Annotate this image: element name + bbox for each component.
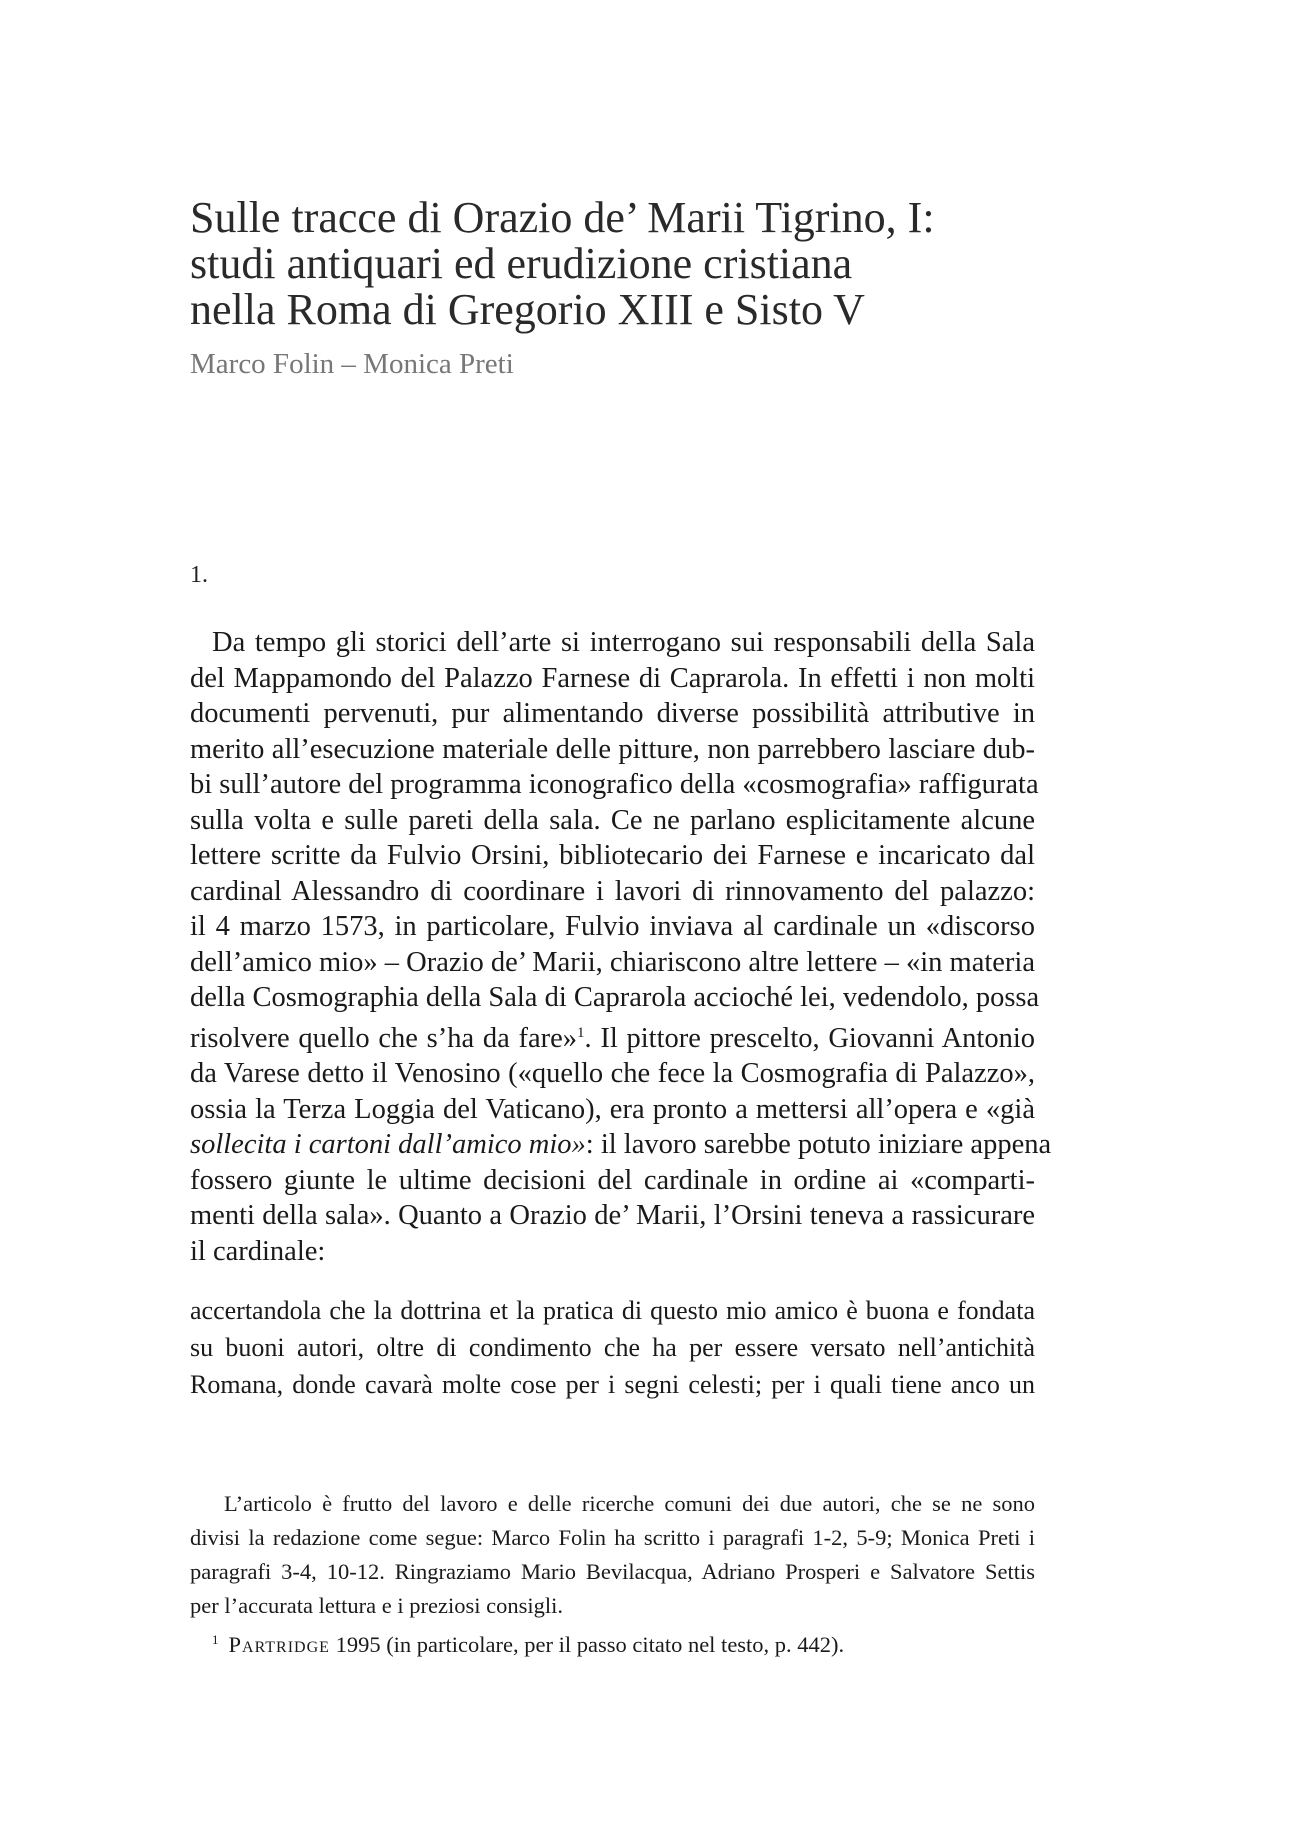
body-line: il cardinale:: [190, 1235, 326, 1267]
body-line: [190, 1127, 1052, 1163]
title-line: studi antiquari ed erudizione cristiana: [190, 239, 853, 288]
body-line: [190, 1016, 1035, 1057]
body-line: menti della sala». Quanto a Orazio de’ Marii, l’Orsini teneva a rassicurare: [190, 1200, 1035, 1231]
body-line: lettere scritte da Fulvio Orsini, bibliotecario dei Farnese e incaricato dal: [190, 840, 1035, 871]
body-line: da Varese detto il Venosino («quello che fece la Cosmografia di Palazzo»,: [190, 1058, 1035, 1089]
quote-line: su buoni autori, oltre di condimento che ha per essere versato nell’antichità: [190, 1333, 1035, 1362]
body-line-text: : il lavoro sarebbe potuto iniziare appena: [585, 1129, 1052, 1160]
body-line: sulla volta e sulle pareti della sala. Ce ne parlano esplicitamente alcune: [190, 804, 1035, 836]
body-line: il 4 marzo 1573, in particolare, Fulvio inviava al cardinale un «discorso: [190, 911, 1035, 942]
section-number: 1.: [190, 562, 208, 588]
body-line: del Mappamondo del Palazzo Farnese di Caprarola. In effetti i non molti: [190, 662, 1035, 694]
footnote-marker: 1: [212, 1632, 219, 1647]
body-text: [190, 625, 1052, 1269]
footnotes: [190, 1487, 1035, 1662]
footnote-1: [190, 1623, 1035, 1662]
article-title: [190, 195, 1035, 333]
note-line: per l’accurata lettura e i preziosi consigli.: [190, 1593, 563, 1618]
note-line: divisi la redazione come segue: Marco Folin ha scritto i paragrafi 1-2, 5-9; Monica Preti i: [190, 1525, 1035, 1550]
body-line-text: . Il pittore prescelto, Giovanni Antonio: [584, 1022, 1035, 1054]
block-quote: [190, 1292, 1035, 1403]
footnote-text: 1995 (in particolare, per il passo citato nel testo, p. 442).: [329, 1632, 845, 1657]
note-line: paragrafi 3-4, 10-12. Ringraziamo Mario Bevilacqua, Adriano Prosperi e Salvatore Settis: [190, 1559, 1035, 1584]
body-line: ossia la Terza Loggia del Vaticano), era pronto a mettersi all’opera e «già: [190, 1093, 1035, 1125]
body-line: Da tempo gli storici dell’arte si interrogano sui responsabili della Sala: [212, 627, 1035, 658]
quote-line: accertandola che la dottrina et la pratica di questo mio amico è buona e fondata: [190, 1296, 1035, 1325]
title-line: Sulle tracce di Orazio de’ Marii Tigrino, I:: [190, 193, 935, 242]
body-line-text: risolvere quello che s’ha da fare»: [190, 1022, 578, 1054]
body-line: documenti pervenuti, pur alimentando diverse possibilità attributive in: [190, 698, 1035, 729]
body-line: fossero giunte le ultime decisioni del cardinale in ordine ai «comparti-: [190, 1164, 1035, 1196]
italic-quotation: sollecita i cartoni dall’amico mio»: [190, 1129, 586, 1160]
body-line: merito all’esecuzione materiale delle pitture, non parrebbero lasciare dub-: [190, 733, 1035, 765]
authors: Marco Folin – Monica Preti: [190, 348, 514, 380]
body-line: della Cosmographia della Sala di Caprarola accioché lei, vedendolo, possa: [190, 982, 1040, 1013]
footnote-reference[interactable]: 1: [577, 1024, 585, 1041]
quote-line: Romana, donde cavarà molte cose per i segni celesti; per i quali tiene anco un: [190, 1370, 1035, 1399]
note-line: L’articolo è frutto del lavoro e delle ricerche comuni dei due autori, che se ne sono: [224, 1491, 1035, 1516]
body-line: cardinal Alessandro di coordinare i lavori di rinnovamento del palazzo:: [190, 875, 1035, 907]
footnote-author: Partridge: [228, 1632, 330, 1657]
body-line: dell’amico mio» – Orazio de’ Marii, chiariscono altre lettere – «in materia: [190, 946, 1035, 978]
title-line: nella Roma di Gregorio XIII e Sisto V: [190, 285, 865, 334]
body-line: bi sull’autore del programma iconografico della «cosmografia» raffigurata: [190, 769, 1039, 800]
